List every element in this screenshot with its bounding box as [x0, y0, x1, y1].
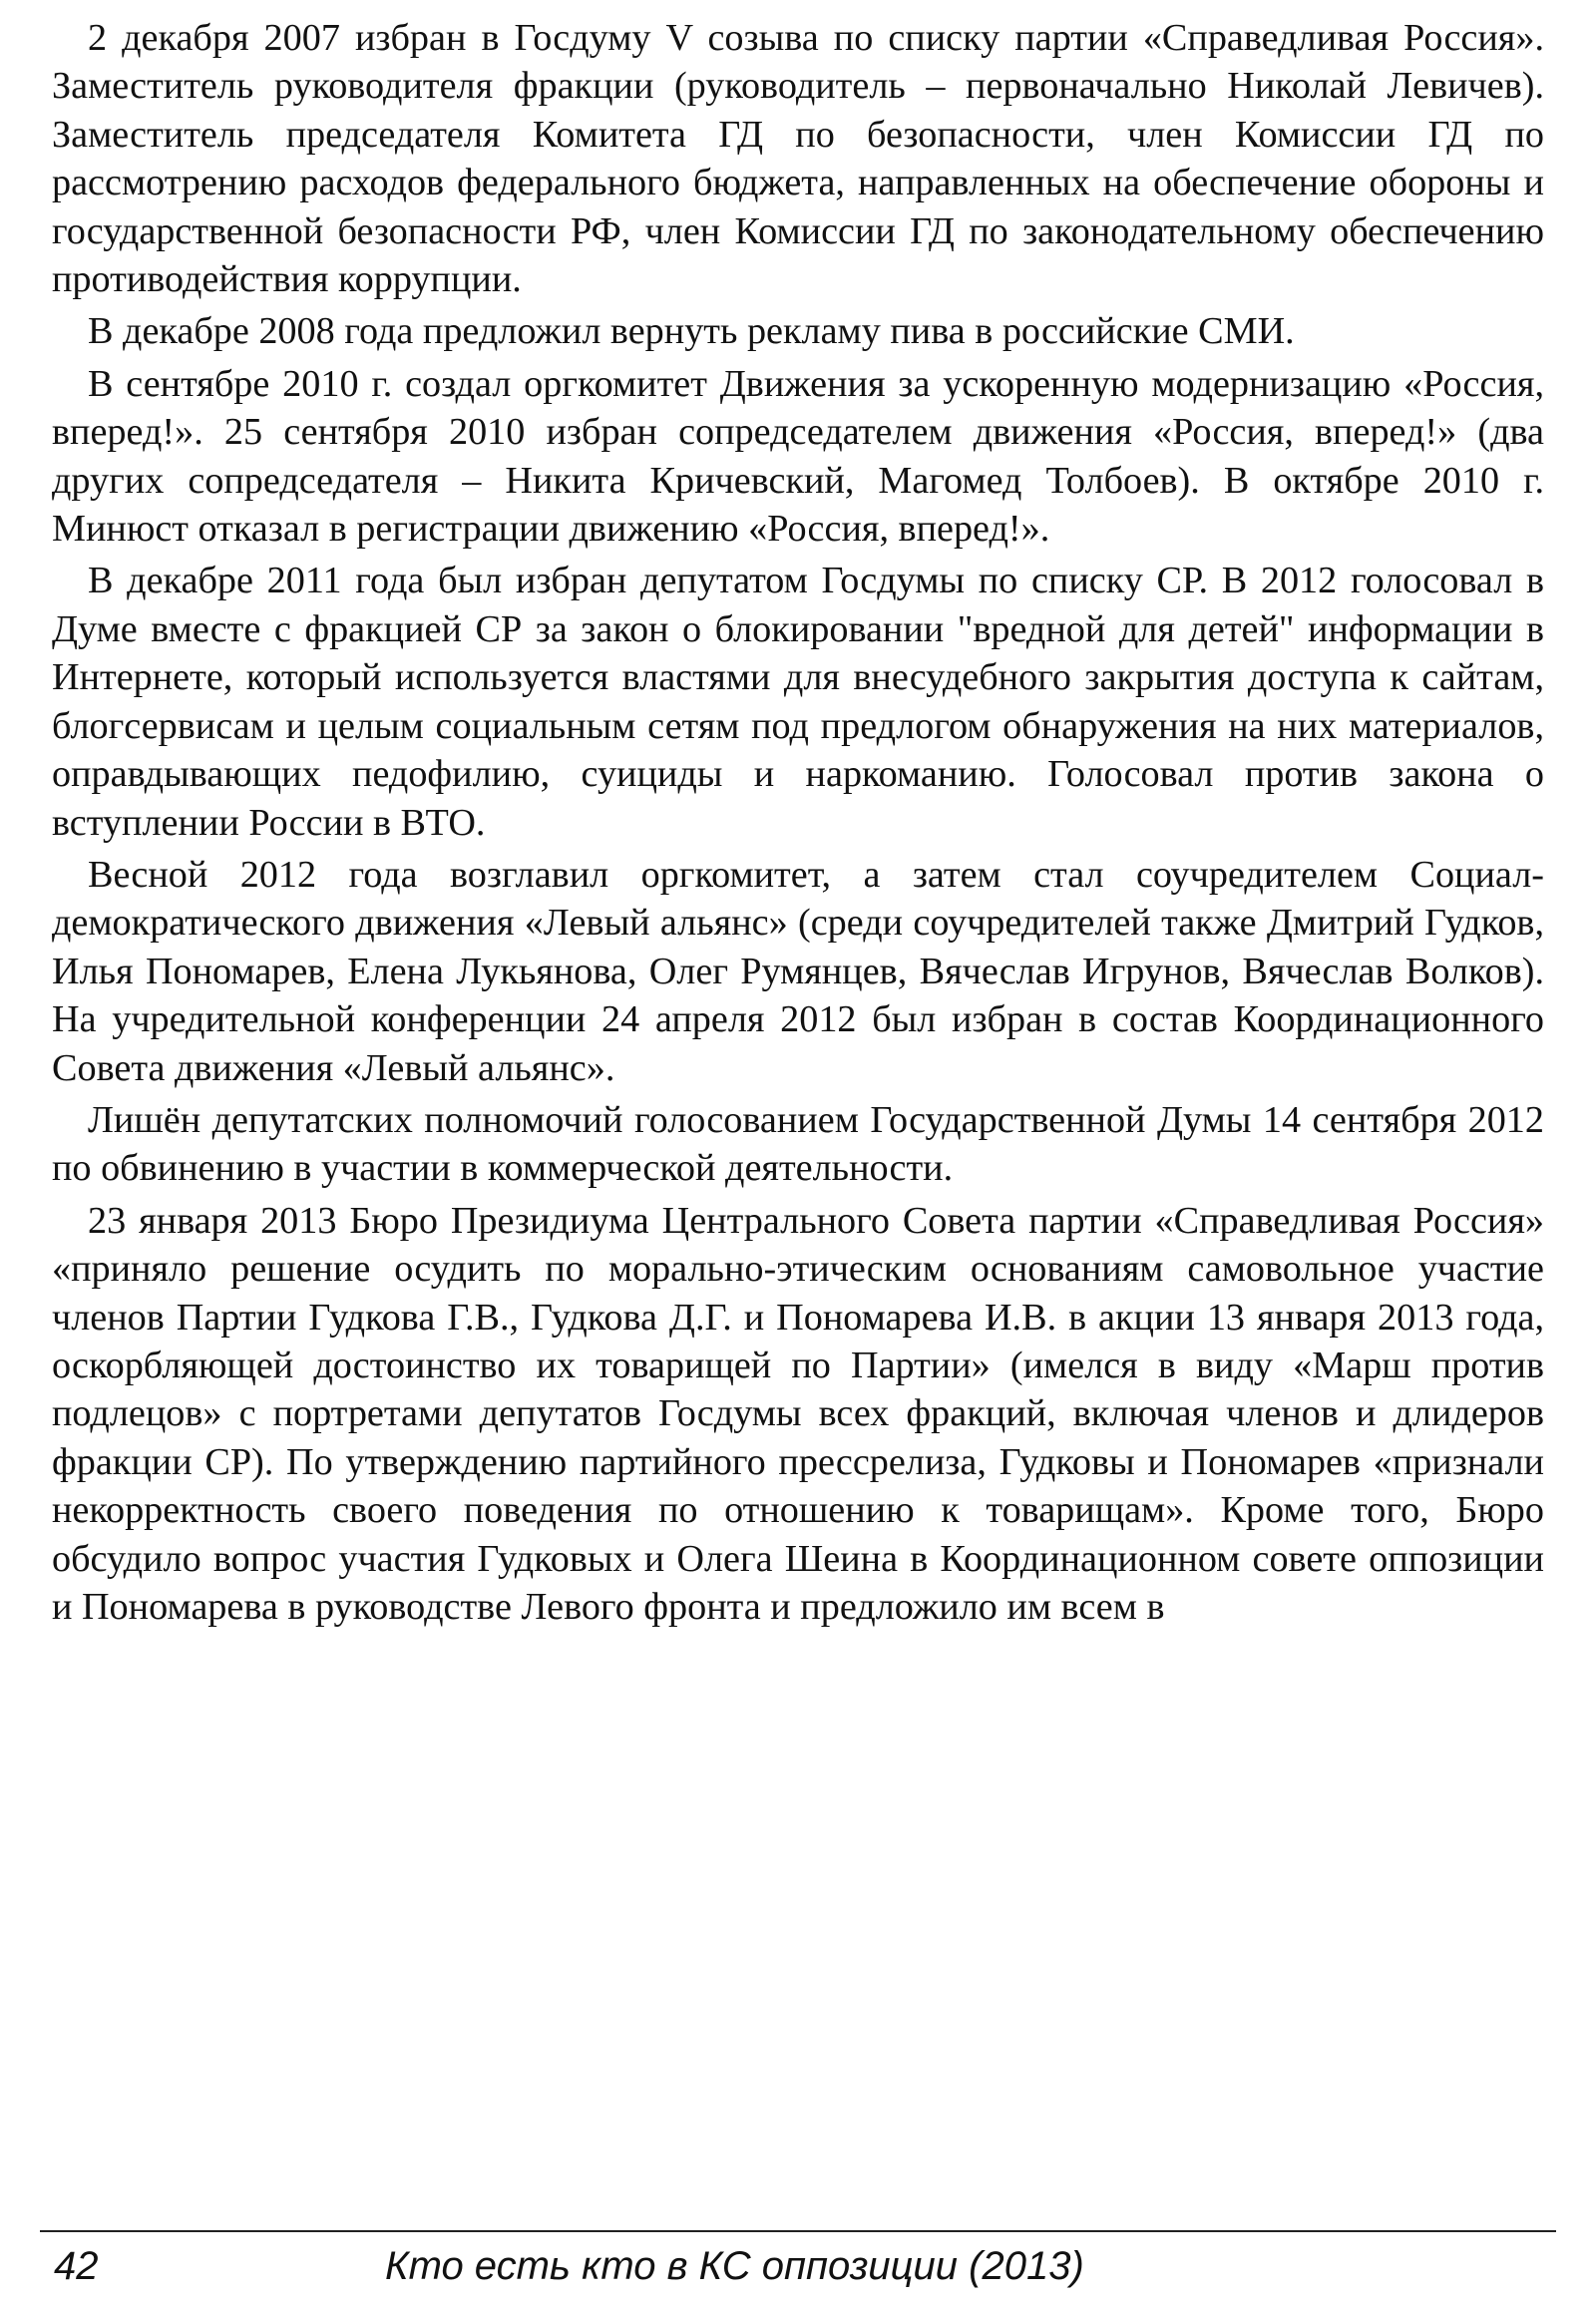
paragraph-beer-ads-2008: В декабре 2008 года предложил вернуть рекламу пива в российские СМИ.	[88, 310, 1295, 353]
paragraph-mandate-revoked: Лишён депутатских полномочий голосованием Государственной Думы 14 сентября 2012 по обвинению в участии в коммерческой деятельности.	[52, 1098, 1544, 1190]
paragraph-bureau-2013: 23 января 2013 Бюро Президиума Центрального Совета партии «Справедливая Россия» «приняло решение осудить по морально-этическим основаниям самовольное участие членов Партии Гудкова Г.В., Гудкова Д.Г. и Пономарева И.В. в акции 13 января 2013 года, оскорбляющей достоинство их товарищей по Партии» (имелся в виду «Марш против подлецов» с портретами депутатов Госдумы всех фракций, включая членов и длидеров фракции СР). По утверждению партийного прессрелиза, Гудковы и Пономарев «признали некорректность своего поведения по отношению к товарищам». Кроме того, Бюро обсудило вопрос участия Гудковых и Олега Шеина в Координационном совете оппозиции и Пономарева в руководстве Левого фронта и предложило им всем в	[52, 1199, 1544, 1628]
paragraph-russia-forward-2010: В сентябре 2010 г. создал оргкомитет Движения за ускоренную модернизацию «Россия, вперед!». 25 сентября 2010 избран сопредседателем движения «Россия, вперед!» (два других сопредседателя – Никита Кричевский, Магомед Толбоев). В октябре 2010 г. Минюст отказал в регистрации движению «Россия, вперед!».	[52, 362, 1544, 551]
page-footer	[40, 2238, 1556, 2294]
page-number: 42	[54, 2244, 99, 2288]
paragraph-left-alliance-2012: Весной 2012 года возглавил оргкомитет, а затем стал соучредителем Социал-демократического движения «Левый альянс» (среди соучредителей также Дмитрий Гудков, Илья Пономарев, Елена Лукьянова, Олег Румянцев, Вячеслав Игрунов, Вячеслав Волков). На учредительной конференции 24 апреля 2012 был избран в состав Координационного Совета движения «Левый альянс».	[52, 853, 1544, 1089]
paragraph-duma-2011: В декабре 2011 года был избран депутатом Госдумы по списку СР. В 2012 голосовал в Думе вместе с фракцией СР за закон о блокировании "вредной для детей" информации в Интернете, который используется властями для внесудебного закрытия доступа к сайтам, блогсервисам и целым социальным сетям под предлогом обнаружения на них материалов, оправдывающих педофилию, суициды и наркоманию. Голосовал против закона о вступлении России в ВТО.	[52, 560, 1544, 844]
paragraph-duma-2007: 2 декабря 2007 избран в Госдуму V созыва по списку партии «Справедливая Россия». Заместитель руководителя фракции (руководитель – первоначально Николай Левичев). Заместитель председателя Комитета ГД по безопасности, член Комиссии ГД по рассмотрению расходов федерального бюджета, направленных на обеспечение обороны и государственной безопасности РФ, член Комиссии ГД по законодательному обеспечению противодействия коррупции.	[52, 17, 1544, 301]
running-title: Кто есть кто в КС оппозиции (2013)	[385, 2244, 1084, 2288]
page-body	[52, 14, 1544, 1635]
footer-divider	[40, 2230, 1556, 2232]
